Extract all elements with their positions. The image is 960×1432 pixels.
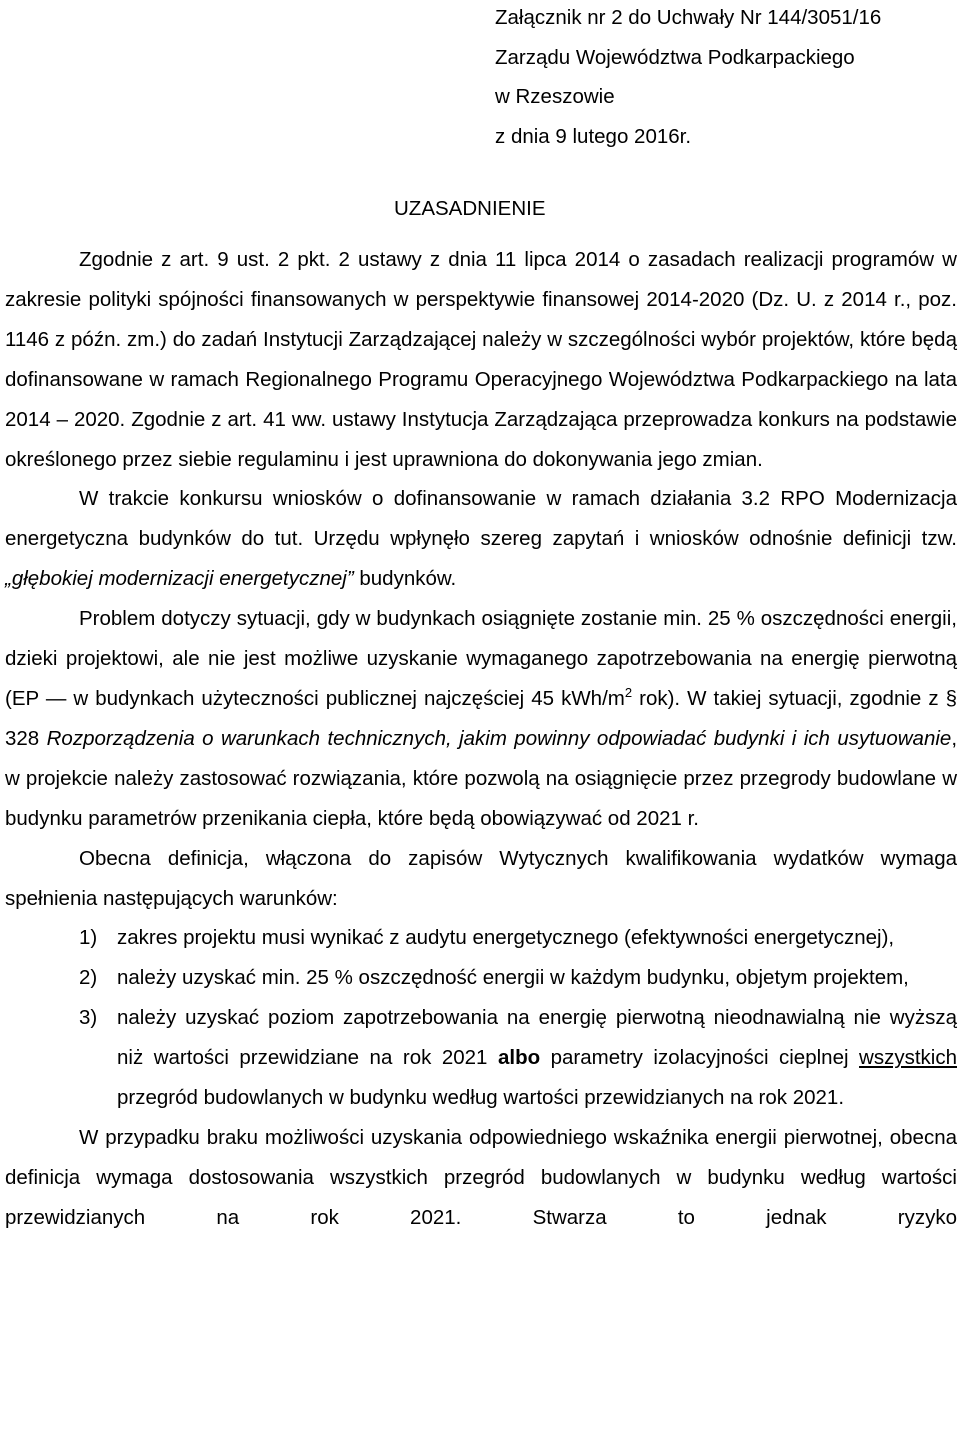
paragraph-text: Problem dotyczy sytuacji, gdy w budynkach osiągnięte zostanie min. 25 % oszczędności energii, dzieki projektowi, ale nie jest możliwe uzyskanie wymaganego zapotrzebowania na energię pierwotną (EP — w budynkach użyteczności publicznej najczęściej 45 kWh/m [5,607,957,710]
list-item-text: parametry izolacyjności cieplnej [540,1046,860,1070]
header-line: Zarządu Województwa Podkarpackiego [495,45,855,69]
paragraph-risk: W przypadku braku możliwości uzyskania odpowiedniego wskaźnika energii pierwotnej, obecna definicja wymaga dostosowania wszystkich przegród budowlanych w budynku według wartości przewidzianych na rok 2021. Stwarza to jednak ryzyko [5,1125,957,1229]
underlined-word: wszystkich [859,1046,957,1070]
paragraph-text: , w projekcie należy zastosować rozwiązania, które pozwolą na osiągnięcie przez przegrody budowlane w budynku parametrów przenikania ciepła, które będą obowiązywać od 2021 r. [5,726,958,830]
paragraph-legal-basis: Zgodnie z art. 9 ust. 2 pkt. 2 ustawy z dnia 11 lipca 2014 o zasadach realizacji programów w zakresie polityki spójności finansowanych w perspektywie finansowej 2014-2020 (Dz. U. z 2014 r., poz. 1146 z późn. zm.) do zadań Instytucji Zarządzającej należy w szczególności wybór projektów, które będą dofinansowane w ramach Regionalnego Programu Operacyjnego Województwa Podkarpackiego na lata 2014 – 2020. Zgodnie z art. 41 ww. ustawy Instytucja Zarządzająca przeprowadza konkurs na podstawie określonego przez siebie regulaminu i jest uprawniona do dokonywania jego zmian. [5,248,957,471]
attachment-header [495,0,881,157]
conditions-list [5,918,957,1118]
list-number: 2) [79,966,98,990]
list-item [5,918,957,958]
document-body [5,240,957,1238]
superscript: 2 [624,684,633,700]
list-item-text: należy uzyskać poziom zapotrzebowania na energię pierwotną nieodnawialną nie wyższą niż wartości przewidziane na rok 2021 [117,1006,957,1070]
italic-term: „głębokiej modernizacji energetycznej” [5,567,354,591]
italic-regulation-title: Rozporządzenia o warunkach technicznych, jakim powinny odpowiadać budynki i ich usytuowanie [46,726,952,750]
list-item-text: zakres projektu musi wynikać z audytu energetycznego (efektywności energetycznej), [117,926,895,950]
document-title: UZASADNIENIE [394,197,546,220]
paragraph-problem [5,599,957,838]
list-item [5,998,957,1118]
header-line: z dnia 9 lutego 2016r. [495,125,692,149]
header-line: Załącznik nr 2 do Uchwały Nr 144/3051/16 [495,6,882,29]
list-item-text: przegród budowlanych w budynku według wartości przewidzianych na rok 2021. [117,1086,845,1110]
bold-word: albo [497,1046,541,1070]
paragraph-text: budynków. [353,567,457,591]
header-line: w Rzeszowie [495,85,615,109]
paragraph-inquiries [5,479,957,599]
list-item [5,958,957,998]
list-number: 3) [79,1006,98,1030]
list-item-text: należy uzyskać min. 25 % oszczędność energii w każdym budynku, objetym projektem, [117,966,909,990]
paragraph-text: rok). W takiej sytuacji, zgodnie z § 328 [5,686,958,750]
paragraph-definition: Obecna definicja, włączona do zapisów Wytycznych kwalifikowania wydatków wymaga spełnienia następujących warunków: [5,846,957,910]
paragraph-text: W trakcie konkursu wniosków o dofinansowanie w ramach działania 3.2 RPO Modernizacja energetyczna budynków do tut. Urzędu wpłynęło szereg zapytań i wniosków odnośnie definicji tzw. [5,487,957,551]
list-number: 1) [79,926,98,950]
